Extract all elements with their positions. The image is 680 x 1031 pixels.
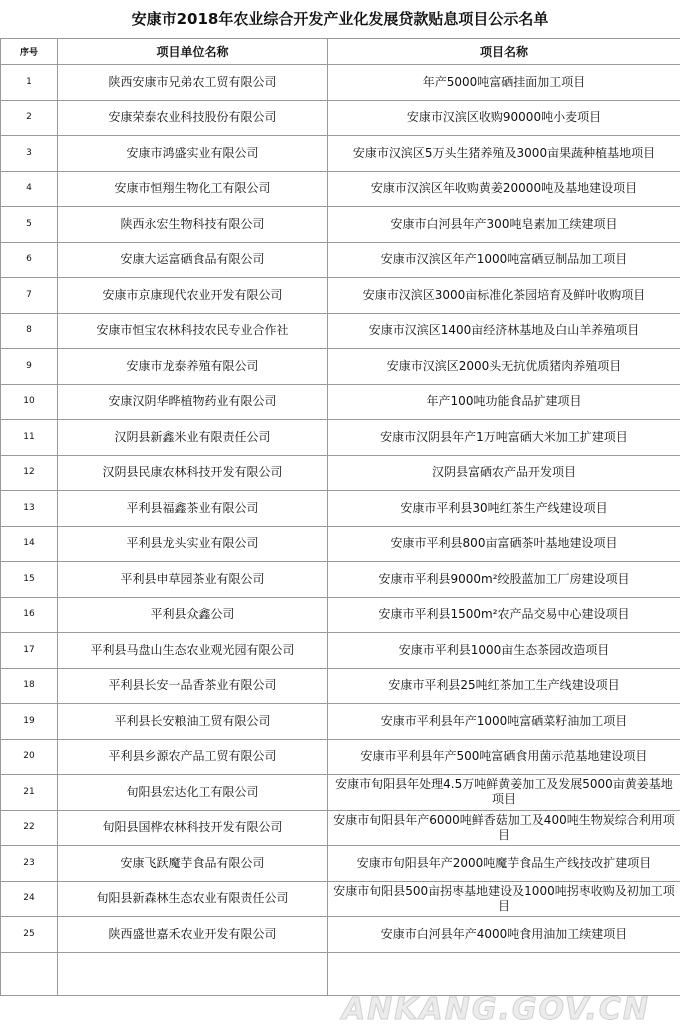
row-unit: 安康汉阴华晔植物药业有限公司 [58,384,328,420]
table-row [1,136,680,172]
row-project: 安康市白河县年产300吨皂素加工续建项目 [328,207,680,243]
table-row [1,597,680,633]
row-seq: 14 [1,526,58,562]
empty-cell [328,952,680,995]
row-project: 安康市汉滨区5万头生猪养殖及3000亩果蔬种植基地项目 [328,136,680,172]
row-project: 汉阴县富硒农产品开发项目 [328,455,680,491]
row-seq: 13 [1,491,58,527]
table-row [1,242,680,278]
table-row [1,846,680,882]
table-row [1,881,680,917]
row-seq: 3 [1,136,58,172]
row-unit: 安康市恒翔生物化工有限公司 [58,171,328,207]
table-row [1,171,680,207]
row-unit: 安康荣泰农业科技股份有限公司 [58,100,328,136]
table-header-row [1,39,680,65]
row-seq: 21 [1,775,58,811]
row-project: 安康市平利县800亩富硒茶叶基地建设项目 [328,526,680,562]
row-project: 安康市旬阳县年产6000吨鲜香菇加工及400吨生物炭综合利用项目 [328,810,680,846]
table-row [1,739,680,775]
row-unit: 安康市恒宝农林科技农民专业合作社 [58,313,328,349]
table-row [1,313,680,349]
row-seq: 17 [1,633,58,669]
row-project: 安康市汉滨区年收购黄姜20000吨及基地建设项目 [328,171,680,207]
row-seq: 24 [1,881,58,917]
row-seq: 15 [1,562,58,598]
row-project: 安康市旬阳县年产2000吨魔芋食品生产线技改扩建项目 [328,846,680,882]
row-seq: 10 [1,384,58,420]
row-project: 安康市汉滨区收购90000吨小麦项目 [328,100,680,136]
table-row [1,455,680,491]
row-unit: 安康飞跃魔芋食品有限公司 [58,846,328,882]
row-seq: 25 [1,917,58,953]
row-project: 安康市汉滨区1400亩经济林基地及白山羊养殖项目 [328,313,680,349]
watermark: ANKANG.GOV.CN [341,992,650,1027]
row-unit: 安康大运富硒食品有限公司 [58,242,328,278]
row-project: 安康市汉滨区年产1000吨富硒豆制品加工项目 [328,242,680,278]
row-unit: 旬阳县新森林生态农业有限责任公司 [58,881,328,917]
row-unit: 安康市京康现代农业开发有限公司 [58,278,328,314]
row-unit: 平利县马盘山生态农业观光园有限公司 [58,633,328,669]
row-project: 安康市白河县年产4000吨食用油加工续建项目 [328,917,680,953]
row-project: 安康市旬阳县500亩拐枣基地建设及1000吨拐枣收购及初加工项目 [328,881,680,917]
table-row [1,704,680,740]
table-body [1,65,680,996]
table-row [1,917,680,953]
row-project: 安康市旬阳县年处理4.5万吨鲜黄姜加工及发展5000亩黄姜基地项目 [328,775,680,811]
page-title: 安康市2018年农业综合开发产业化发展贷款贴息项目公示名单 [131,10,549,28]
row-unit: 汉阴县民康农林科技开发有限公司 [58,455,328,491]
row-project: 安康市汉阴县年产1万吨富硒大米加工扩建项目 [328,420,680,456]
row-unit: 陕西安康市兄弟农工贸有限公司 [58,65,328,101]
row-project: 安康市平利县年产1000吨富硒菜籽油加工项目 [328,704,680,740]
row-project: 安康市汉滨区2000头无抗优质猪肉养殖项目 [328,349,680,385]
row-project: 安康市平利县1500m²农产品交易中心建设项目 [328,597,680,633]
table-row [1,668,680,704]
row-unit: 安康市鸿盛实业有限公司 [58,136,328,172]
empty-cell [58,952,328,995]
row-unit: 平利县乡源农产品工贸有限公司 [58,739,328,775]
row-seq: 5 [1,207,58,243]
row-seq: 23 [1,846,58,882]
row-unit: 旬阳县国桦农林科技开发有限公司 [58,810,328,846]
row-seq: 9 [1,349,58,385]
row-unit: 旬阳县宏达化工有限公司 [58,775,328,811]
row-unit: 平利县众鑫公司 [58,597,328,633]
table-row [1,420,680,456]
table-row [1,100,680,136]
row-unit: 平利县龙头实业有限公司 [58,526,328,562]
table-row [1,810,680,846]
row-seq: 2 [1,100,58,136]
row-seq: 1 [1,65,58,101]
row-unit: 安康市龙泰养殖有限公司 [58,349,328,385]
row-seq: 6 [1,242,58,278]
row-seq: 12 [1,455,58,491]
row-seq: 8 [1,313,58,349]
row-seq: 11 [1,420,58,456]
table-row [1,278,680,314]
table-row [1,65,680,101]
header-seq: 序号 [1,39,58,65]
project-table [0,38,680,996]
header-project: 项目名称 [328,39,680,65]
header-unit: 项目单位名称 [58,39,328,65]
row-unit: 陕西盛世嘉禾农业开发有限公司 [58,917,328,953]
table-row [1,207,680,243]
table-row-empty [1,952,680,995]
empty-cell [1,952,58,995]
row-project: 安康市平利县年产500吨富硒食用菌示范基地建设项目 [328,739,680,775]
row-seq: 16 [1,597,58,633]
row-unit: 平利县福鑫茶业有限公司 [58,491,328,527]
row-unit: 陕西永宏生物科技有限公司 [58,207,328,243]
table-row [1,526,680,562]
table-row [1,633,680,669]
row-seq: 18 [1,668,58,704]
table-row [1,491,680,527]
row-project: 安康市平利县25吨红茶加工生产线建设项目 [328,668,680,704]
row-project: 安康市平利县1000亩生态茶园改造项目 [328,633,680,669]
row-project: 安康市平利县9000m²绞股蓝加工厂房建设项目 [328,562,680,598]
row-seq: 4 [1,171,58,207]
row-seq: 7 [1,278,58,314]
row-unit: 平利县长安一品香茶业有限公司 [58,668,328,704]
row-project: 年产5000吨富硒挂面加工项目 [328,65,680,101]
table-row [1,349,680,385]
row-project: 安康市汉滨区3000亩标准化茶园培育及鲜叶收购项目 [328,278,680,314]
row-unit: 汉阴县新鑫米业有限责任公司 [58,420,328,456]
row-unit: 平利县申草园茶业有限公司 [58,562,328,598]
row-project: 安康市平利县30吨红茶生产线建设项目 [328,491,680,527]
table-row [1,384,680,420]
row-seq: 22 [1,810,58,846]
row-project: 年产100吨功能食品扩建项目 [328,384,680,420]
row-seq: 20 [1,739,58,775]
row-unit: 平利县长安粮油工贸有限公司 [58,704,328,740]
table-row [1,775,680,811]
table-row [1,562,680,598]
row-seq: 19 [1,704,58,740]
